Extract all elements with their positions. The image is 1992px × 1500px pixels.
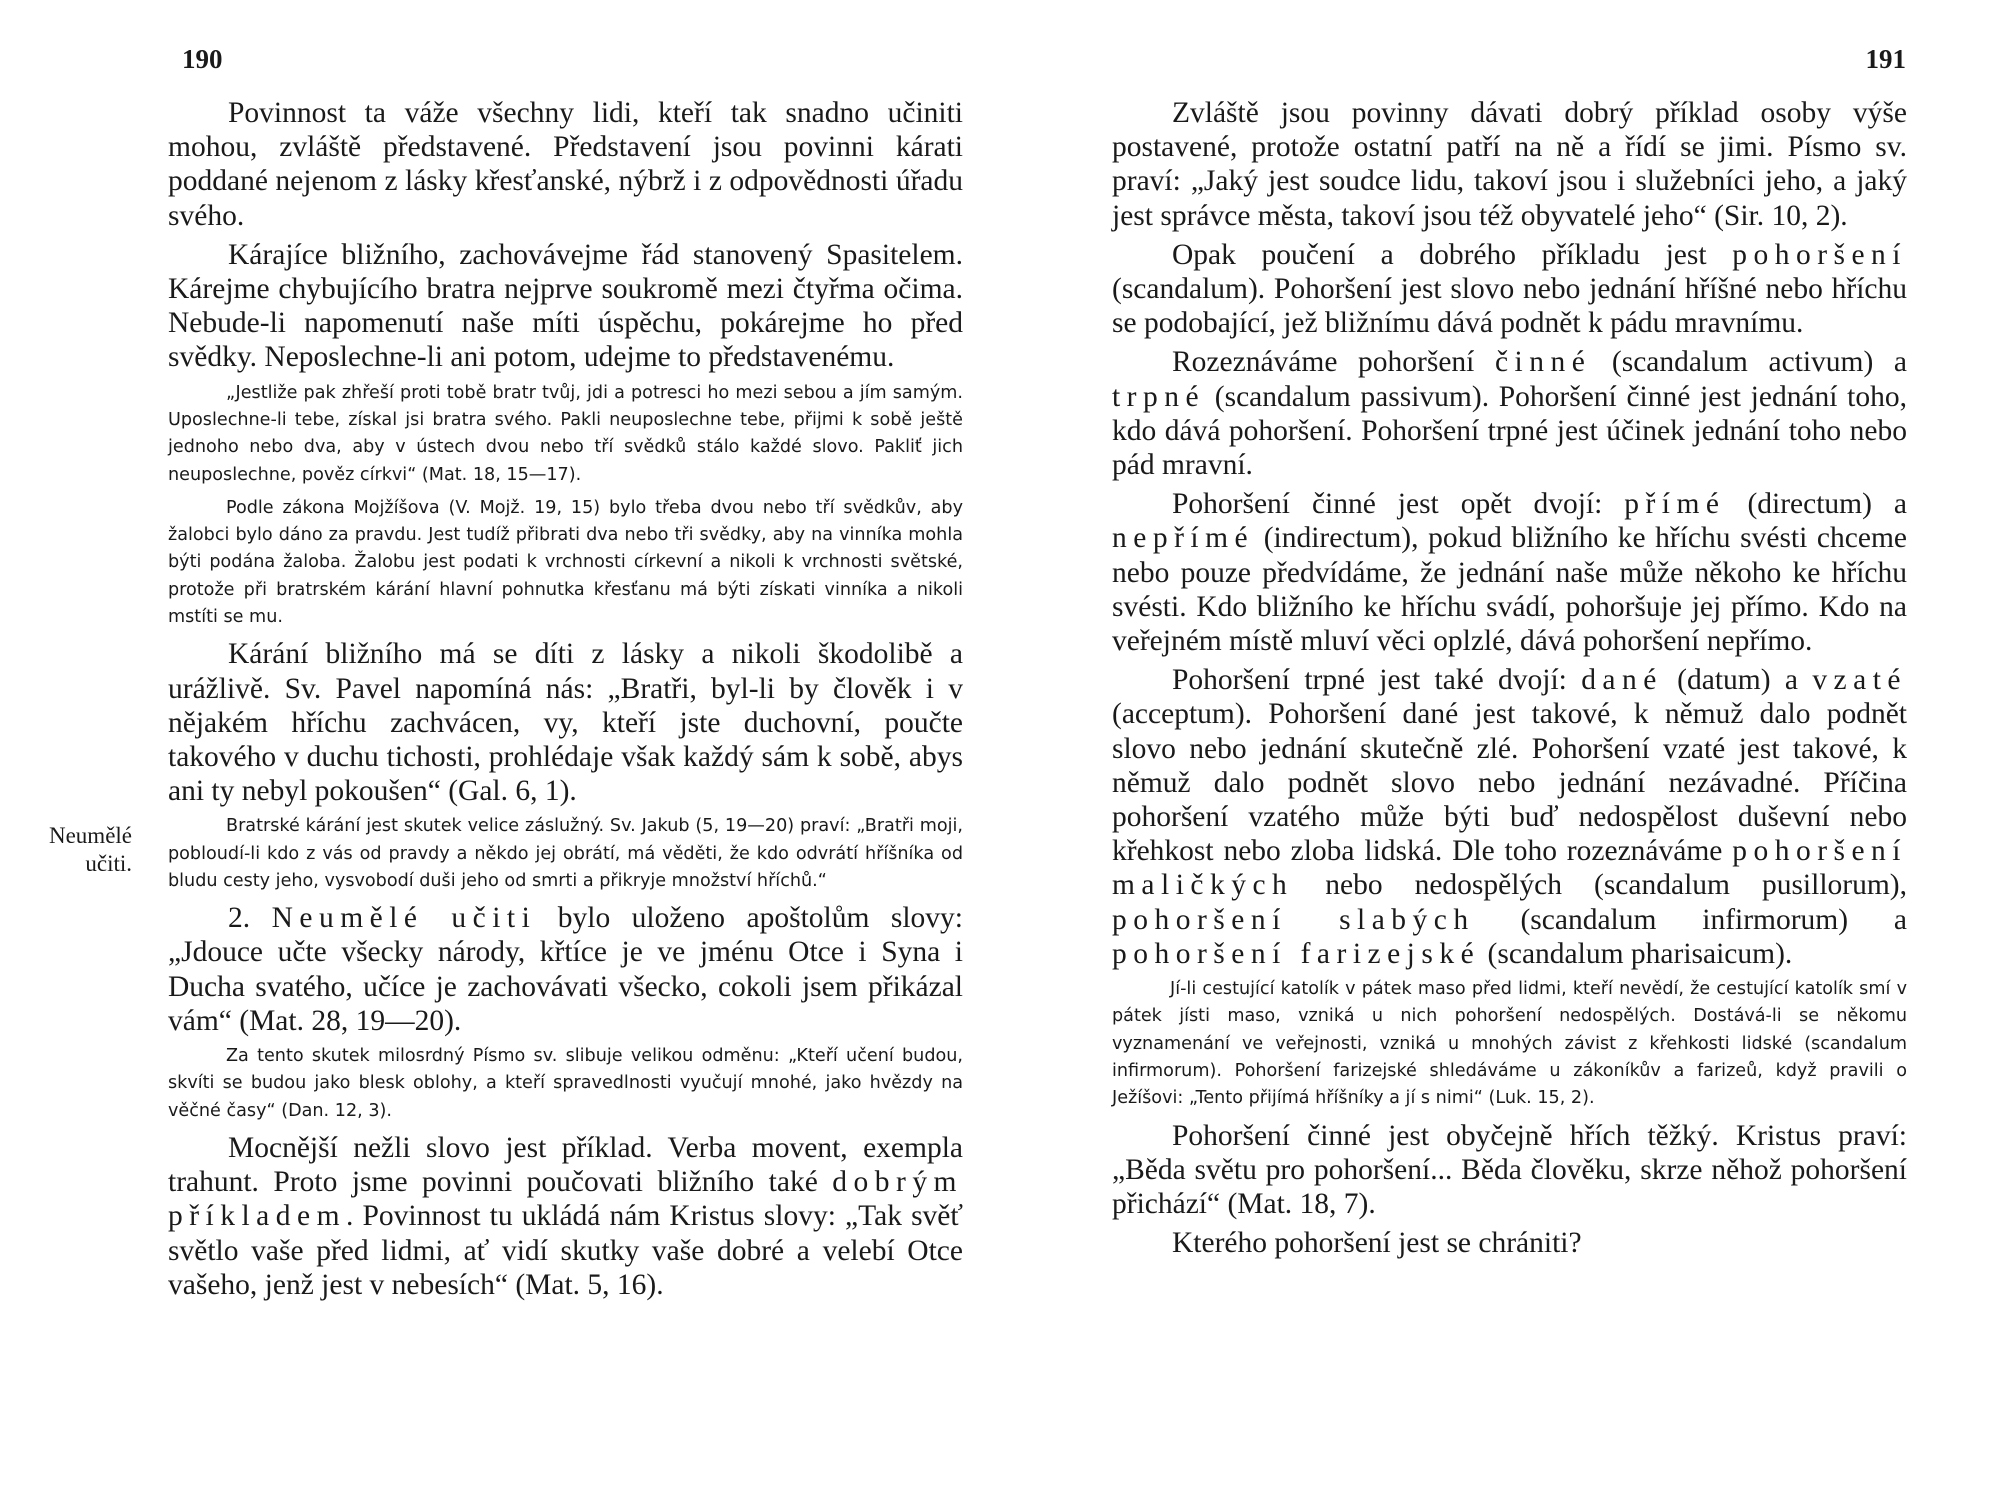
paragraph: [1112, 345, 1907, 482]
spaced-term: pohoršení slabých: [1112, 903, 1475, 936]
note-paragraph: Jí-li cestující katolík v pátek maso před lidmi, kteří nevědí, že cestující katolík smí v pátek jísti maso, vzniká u nich pohoršení nedospělých. Dostává-li se někomu vyznamenání ve veřejnosti, vzniká u mnohých závist z křehkosti lidské (scandalum infirmorum). Pohoršení farizejské shledáváme u zákoníkův a farizeů, když pravili o Ježíšovi: „Tento přijímá hříšníky a jí s nimi“ (Luk. 15, 2).: [1112, 979, 1907, 1109]
note-paragraph: Bratrské kárání jest skutek velice záslužný. Sv. Jakub (5, 19—20) praví: „Bratři moji, pobloudí-li kdo z vás od pravdy a někdo jej obrátí, má věděti, že kdo odvrátí hříšníka od bludu cesty jeho, vysvobodí duši jeho od smrti a přikryje množství hříchů.“: [168, 816, 963, 891]
paragraph: [1112, 663, 1907, 971]
text-run: (indirectum), pokud bližního ke hříchu svésti chceme nebo pouze předvídáme, že jednání naše může někoho ke hříchu svésti. Kdo bližního ke hříchu svádí, pohoršuje jej přímo. Kdo na veřejném místě mluví věci oplzlé, dává pohoršení nepřímo.: [1112, 522, 1907, 658]
spaced-term: dobrým příkladem: [168, 1166, 963, 1233]
paragraph: Kárání bližního má se díti z lásky a nikoli škodolibě a urážlivě. Sv. Pavel napomíná nás: „Bratři, byl-li by člověk i v nějakém hříchu zachvácen, vy, kteří jste duchovní, poučte takového v duchu tichosti, prohlédaje však každý sám k sobě, abys ani ty nebyl pokoušen“ (Gal. 6, 1).: [168, 638, 963, 808]
paragraph: [1112, 238, 1907, 341]
text-run: Opak poučení a dobrého příkladu jest: [1172, 238, 1733, 271]
text-run: Rozeznáváme pohoršení: [1172, 346, 1495, 379]
margin-note-line: Neumělé: [48, 823, 132, 848]
text-column: [1112, 96, 1907, 1265]
spaced-term: pohoršení farizejské: [1112, 937, 1481, 970]
text-run: (scandalum pharisaicum).: [1480, 937, 1793, 970]
text-run: nebo nedospělých (scandalum pusillorum),: [1293, 869, 1907, 902]
spaced-term: činné: [1494, 346, 1592, 379]
text-run: (scandalum activum) a: [1591, 346, 1908, 379]
text-run: Mocnější nežli slovo jest příklad. Verba movent, exempla trahunt. Proto jsme povinni poučovati bližního také: [168, 1131, 963, 1199]
text-run: (directum) a: [1725, 488, 1907, 521]
spaced-term: přímé: [1624, 488, 1726, 521]
item-number: 2.: [228, 902, 272, 935]
spaced-term: dané: [1581, 664, 1663, 697]
paragraph: Kárajíce bližního, zachovávejme řád stanovený Spasitelem. Kárejme chybujícího bratra nejprve soukromě mezi čtyřma očima. Nebude-li napomenutí naše míti úspěchu, pokárejme ho před svědky. Neposlechne-li ani potom, udejme to představenému.: [168, 238, 963, 374]
paragraph: Povinnost ta váže všechny lidi, kteří tak snadno učiniti mohou, zvláště představené. Představení jsou povinni kárati poddané nejenom z lásky křesťanské, nýbrž i z odpovědnosti úřadu svého.: [168, 97, 963, 232]
text-run: Pohoršení činné jest opět dvojí:: [1172, 488, 1625, 521]
page-number: 191: [1865, 44, 1906, 74]
page-number: 190: [182, 44, 223, 74]
question: Kterého pohoršení jest se chrániti?: [1172, 1227, 1582, 1260]
text-run: (scandalum infirmorum) a: [1474, 903, 1907, 936]
spaced-term: pohoršení: [1732, 238, 1907, 271]
text-run: Pohoršení trpné jest také dvojí:: [1172, 664, 1582, 697]
paragraph: [168, 1131, 963, 1302]
text-run: (scandalum). Pohoršení jest slovo nebo jednání hříšné nebo hříchu se podobající, jež bližnímu dává podnět k pádu mravnímu.: [1112, 273, 1907, 340]
paragraph: [168, 901, 963, 1038]
spaced-term: Neumělé učiti: [271, 902, 537, 935]
text-run: . Povinnost tu ukládá nám Kristus slovy: „Tak svěť světlo vaše před lidmi, ať vidí skutky vaše dobré a velebí Otce vašeho, jenž jest v nebesích“ (Mat. 5, 16).: [168, 1200, 963, 1301]
text-run: (acceptum). Pohoršení dané jest takové, k němuž dalo podnět slovo nebo jednání skutečně zlé. Pohoršení vzaté jest takové, k němuž dalo podnět slovo nebo jednání nezávadné. Příčina pohoršení vzatého může býti buď nedospělost duševní nebo křehkost nebo zloba lidská. Dle toho rozeznáváme: [1112, 698, 1907, 868]
margin-note: [0, 822, 132, 878]
spaced-term: trpné: [1112, 380, 1206, 413]
spaced-term: vzaté: [1812, 664, 1907, 697]
paragraph: Zvláště jsou povinny dávati dobrý příklad osoby výše postavené, protože ostatní patří na ně a řídí se jimi. Písmo sv. praví: „Jaký jest soudce lidu, takoví jsou i služebníci jeho, a jaký jest správce města, takoví jsou též obyvatelé jeho“ (Sir. 10, 2).: [1112, 97, 1907, 232]
right-page: [996, 0, 1992, 1500]
text-run: (datum) a: [1662, 664, 1813, 697]
note-paragraph: Podle zákona Mojžíšova (V. Mojž. 19, 15) bylo třeba dvou nebo tří svědkův, aby žalobci bylo dáno za pravdu. Jest tudíž přibrati dva nebo tři svědky, aby na vinníka mohla býti podána žaloba. Žalobu jest podati k vrchnosti církevní a nikoli k vrchnosti světské, protože při bratrském kárání hlavní pohnutka křesťanu má býti získati vinníka a nikoli mstíti se mu.: [168, 497, 963, 627]
paragraph: [1112, 487, 1907, 658]
paragraph: Pohoršení činné jest obyčejně hřích těžký. Kristus praví: „Běda světu pro pohoršení... Běda člověku, skrze něhož pohoršení přichází“ (Mat. 18, 7).: [1112, 1119, 1907, 1220]
text-column: [168, 96, 963, 1307]
note-paragraph: „Jestliže pak zhřeší proti tobě bratr tvůj, jdi a potresci ho mezi sebou a jím samým. Uposlechne-li tebe, získal jsi bratra svého. Pakli neuposlechne tebe, přijmi k sobě ještě jednoho nebo dva, aby v ústech dvou nebo tří svědků stálo každé slovo. Pakliť jich neuposlechne, pověz církvi“ (Mat. 18, 15—17).: [168, 382, 963, 485]
spaced-term: nepřímé: [1112, 522, 1255, 555]
note-paragraph: Za tento skutek milosrdný Písmo sv. slibuje velikou odměnu: „Kteří učení budou, skvíti se budou jako blesk oblohy, a kteří spravedlnosti vyučují mnohé, jako hvězdy na věčné časy“ (Dan. 12, 3).: [168, 1046, 963, 1121]
margin-note-line: učiti.: [85, 851, 132, 876]
text-run: bylo uloženo apoštolům slovy: „Jdouce učte všecky národy, křtíce je ve jménu Otce i Syna i Ducha svatého, učíce je zachovávati všecko, cokoli jsem přikázal vám“ (Mat. 28, 19—20).: [168, 902, 963, 1037]
spaced-term: pohoršení maličkých: [1112, 835, 1907, 902]
text-run: (scandalum passivum). Pohoršení činné jest jednání toho, kdo dává pohoršení. Pohoršení trpné jest účinek jednání toho nebo pád mravní.: [1112, 380, 1907, 482]
